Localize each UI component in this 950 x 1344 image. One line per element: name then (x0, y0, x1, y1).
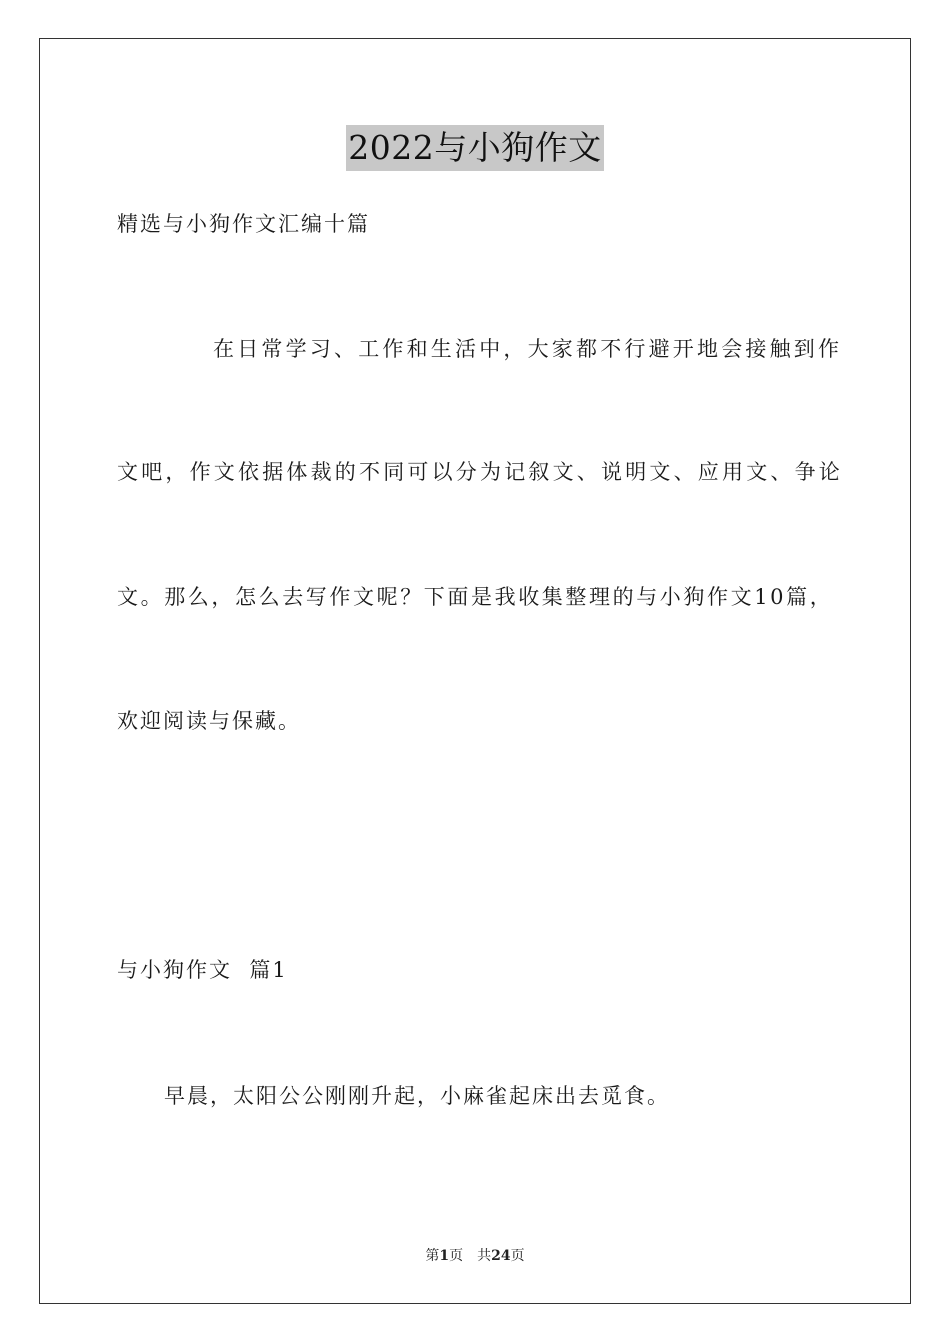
page-footer (0, 1246, 950, 1266)
footer-page-total: 24 (491, 1248, 511, 1264)
document-subtitle: 精选与小狗作文汇编十篇 (117, 212, 370, 236)
footer-page-current: 1 (439, 1248, 450, 1264)
footer-total-prefix: 共 (477, 1248, 492, 1264)
footer-total-unit: 页 (510, 1248, 525, 1264)
footer-page-unit: 页 (449, 1248, 464, 1264)
section-heading: 与小狗作文 篇1 (117, 958, 288, 982)
footer-page-prefix: 第 (425, 1248, 440, 1264)
intro-line-4: 欢迎阅读与保藏。 (117, 709, 301, 733)
intro-line-1: 在日常学习、工作和生活中，大家都不行避开地会接触到作 (213, 337, 843, 361)
intro-line-3: 文。那么，怎么去写作文呢？下面是我收集整理的与小狗作文10篇， (117, 585, 834, 609)
section-line-1: 早晨，太阳公公刚刚升起，小麻雀起床出去觅食。 (164, 1084, 670, 1108)
document-title: 2022与小狗作文 (346, 125, 603, 171)
intro-line-2: 文吧，作文依据体裁的不同可以分为记叙文、说明文、应用文、争论 (117, 460, 843, 484)
title-container (0, 125, 950, 171)
